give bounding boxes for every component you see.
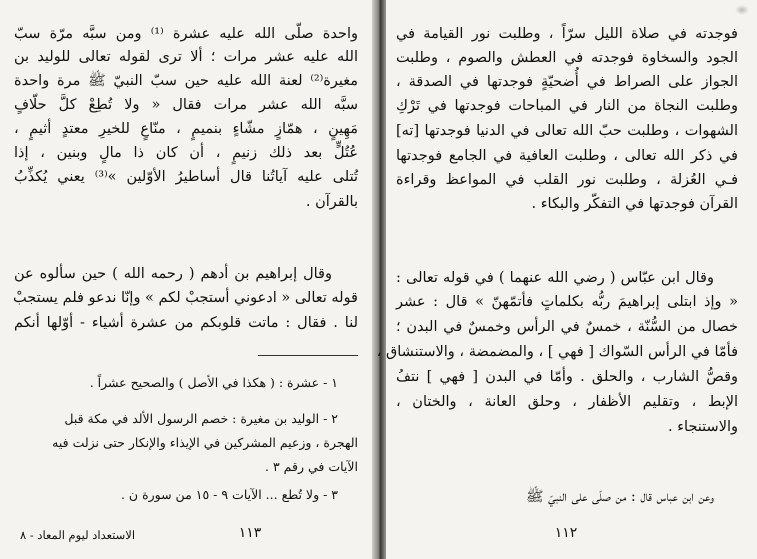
right-para2-line-last: والاستنجاء . [667, 419, 738, 435]
left-body-line: مغيرة⁽²⁾ لعنة الله عليه حين سبّ النبيّ ﷺ مرة واحدة [14, 73, 358, 89]
left-body-line: تُتلى عليه آياتُنا قال أساطيرُ الأوّلين »⁽³⁾ يعني يُكذِّبُ [14, 169, 359, 185]
left-para2-line: قوله تعالى « ادعوني أستجبْ لكم » وإنّا ندعو فلم يستجبْ [13, 290, 358, 306]
book-binding [372, 0, 386, 559]
right-body-line: وطلبت النجاة من النار في المباحات فوجدتها في تَرْكِ [396, 98, 738, 114]
footnote-rule [258, 355, 358, 356]
footnote-line: ٣ - ولا تُطع ... الآيات ٩ - ١٥ من سورة ن . [120, 487, 338, 502]
right-page [376, 0, 757, 559]
right-para2-line: الإبط ، وتقليم الأظفار ، وحلق العانة ، والختان ، [396, 394, 738, 410]
right-body-line: الشهوات ، وطلبت حبّ الله تعالى في الدنيا فوجدتها [ته] [396, 123, 738, 139]
left-para2-line: لنا . فقال : ماتت قلوبكم من عشرة أشياء - أوّلها أنكم [14, 315, 358, 331]
right-body-line: في ذكر الله تعالى ، وطلبت العافية في الجامع فوجدتها [396, 148, 738, 164]
left-body-line: واحدة صلّى الله عليه عشرة ⁽¹⁾ ومن سبَّه مرّة سبّ [14, 26, 358, 42]
left-body-line: عُتُلٍّ بعد ذلك زنيمٍ ، أن كان ذا مالٍ وبنين ، إذا [14, 145, 358, 161]
page-number-left: ١١٣ [238, 525, 262, 541]
right-para2-line: خصال من السُّنّة ، خمسٌ في الرأس وخمسٌ في البدن ؛ [396, 319, 738, 335]
right-para3-line: وعن ابن عباس قال : من صلّى على النبيّ ﷺ [526, 489, 714, 505]
left-para2-line: وقال إبراهيم بن أدهم ( رحمه الله ) حين سألوه عن [14, 266, 332, 282]
right-body-line: فـي العُزلة ، وطلبت نور القلب في المواعظ وقراءة [396, 172, 738, 188]
right-body-line: الجواز على الصراط في أُضحيّةٍ فوجدتها في الصدقة ، [396, 74, 738, 90]
right-para2-line: وقال ابن عبّاس ( رضي الله عنهما ) في قوله تعالى : [396, 270, 714, 286]
footnote-line: الهجرة ، وزعيم المشركين في الإيذاء والإنكار حتى نزلت فيه [52, 435, 358, 450]
running-head: الاستعداد ليوم المعاد - ٨ [20, 528, 136, 542]
footnote-line: ٢ - الوليد بن مغيرة : خصم الرسول الألد في مكة قبل [64, 411, 338, 426]
page-number-right: ١١٢ [554, 525, 578, 541]
footnote-line: ١ - عشرة : ( هكذا في الأصل ) والصحيح عشراً . [89, 375, 338, 390]
left-body-line-last: بالقرآن . [305, 194, 358, 210]
left-page [0, 0, 372, 559]
right-body-line-last: القرآن فوجدتها في التفكّر والبكاء . [531, 196, 738, 212]
right-body-line: الجود والسخاوة فوجدته في العطش والصوم ، وطلبت [396, 50, 738, 66]
footnote-line: الآيات في رقم ٣ . [265, 459, 358, 474]
left-body-line: سبَّه الله عشر مرات فقال « ولا تُطِعْ كلَّ حلّافٍ [14, 97, 358, 113]
left-body-line: الله عليه عشر مرات ؛ ألا ترى لقوله تعالى للوليد بن [14, 49, 358, 65]
right-body-line: فوجدته في صلاة الليل سرّاً ، وطلبت نور القيامة في [396, 26, 738, 42]
right-para2-line: وقصُّ الشارب ، والحلق . وأمّا في البدن [ فهي ] نتفُ [396, 369, 738, 385]
left-body-line: مَهِينٍ ، همّازٍ مشّاءٍ بنميمٍ ، منّاعٍ للخيرِ معتدٍ أثيمٍ ، [14, 121, 358, 137]
right-para2-line: « وإذ ابتلى إبراهيمَ ربُّه بكلماتٍ فأتمّهنّ » قال : عشر [396, 294, 738, 310]
right-para2-line: فأمّا في الرأس السّواك [ فهي ] ، والمضمضة ، والاستنشاق ، [376, 344, 738, 360]
page-stain [735, 5, 749, 15]
